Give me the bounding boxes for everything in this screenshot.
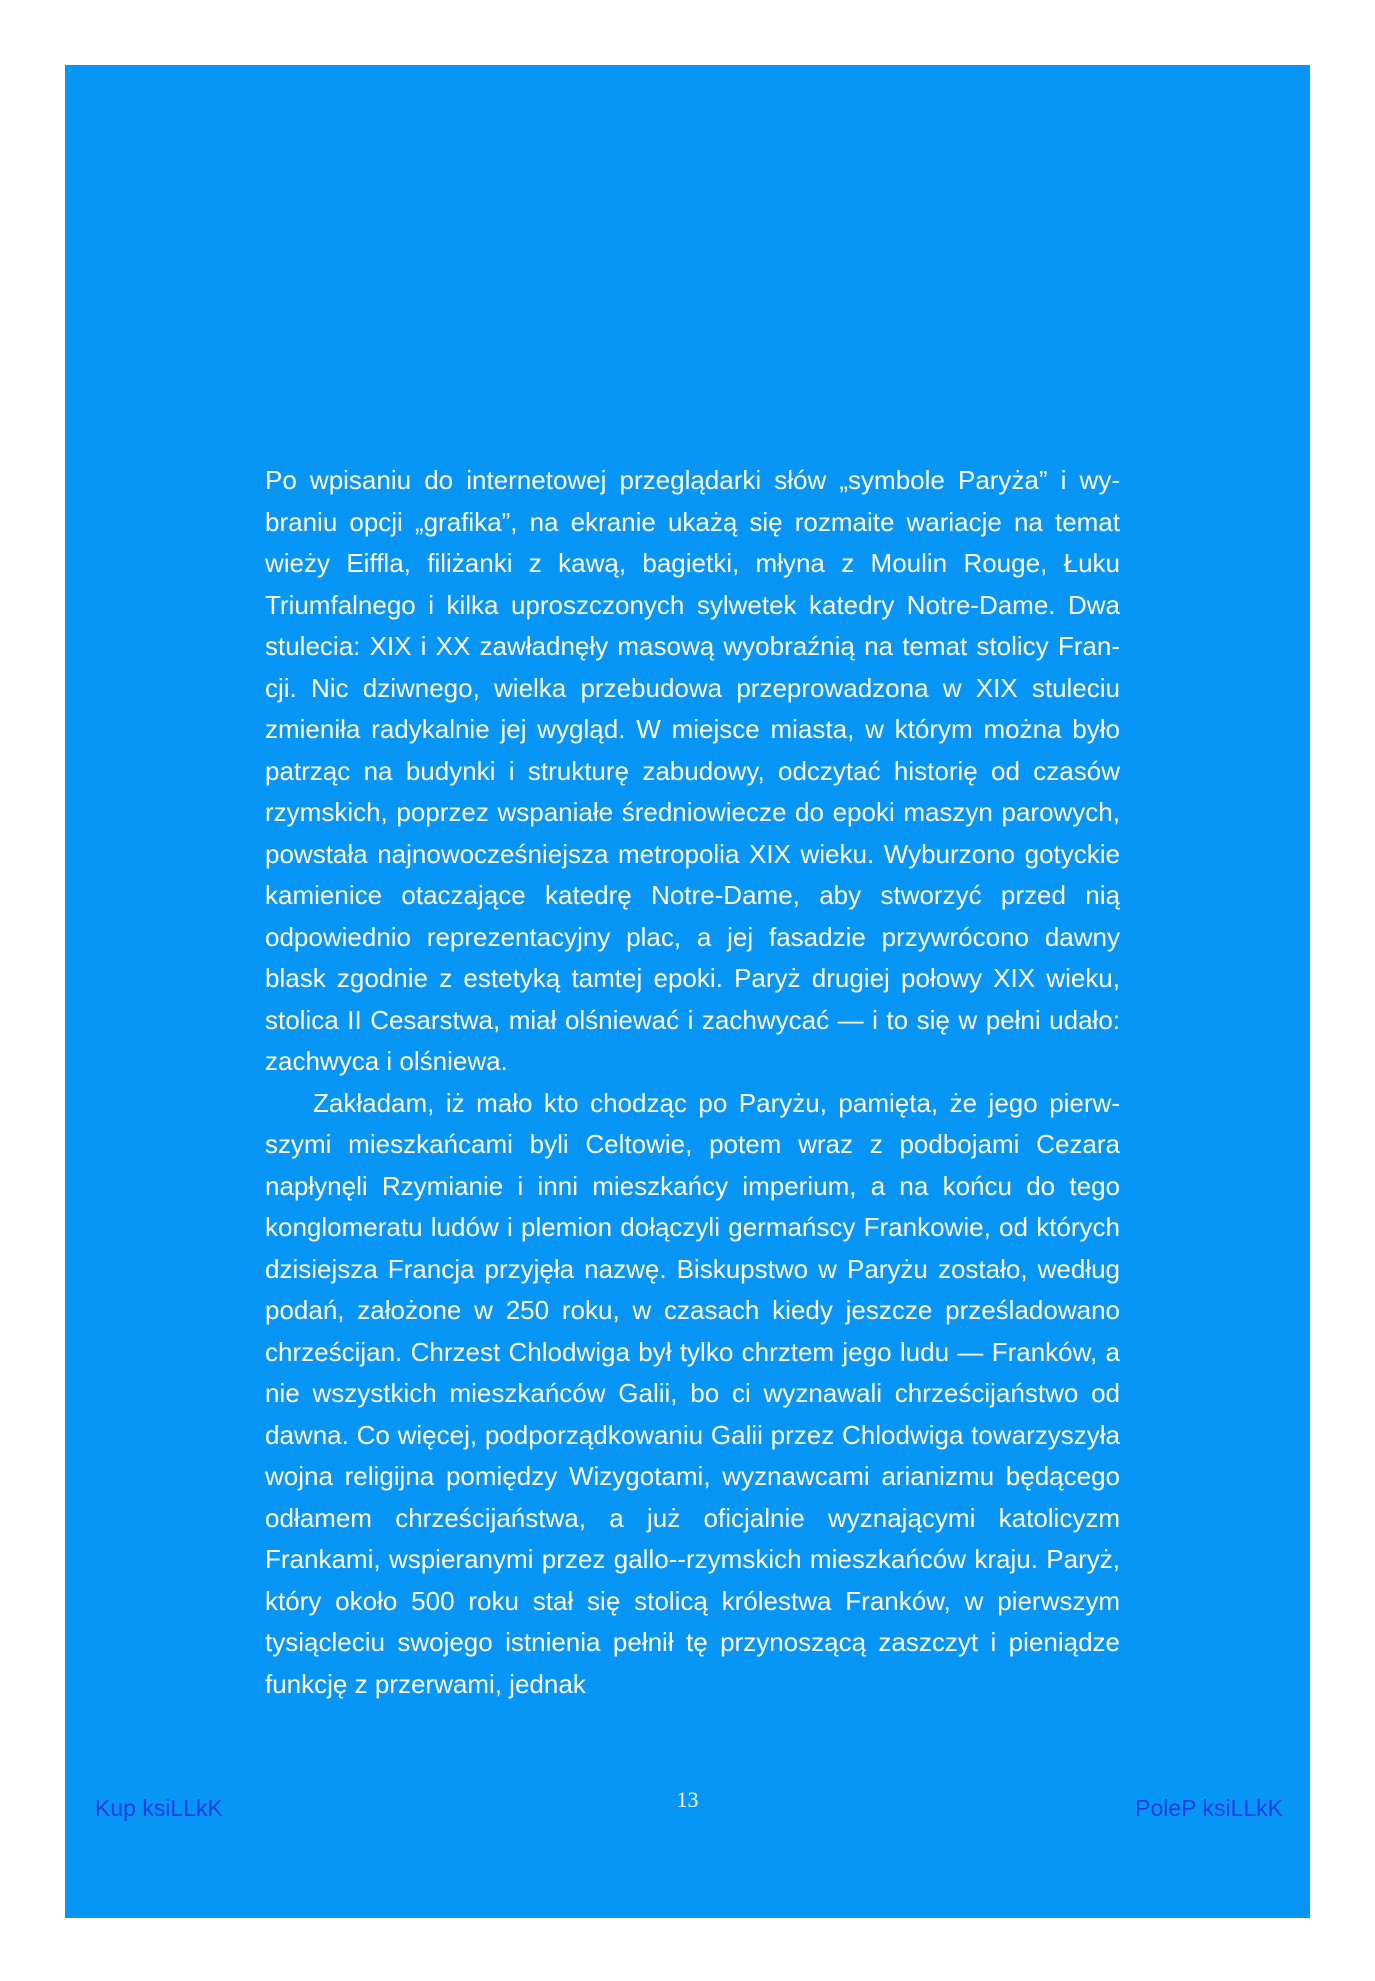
buy-book-link[interactable]: Kup ksiLLkK (95, 1795, 223, 1821)
paragraph-2: Zakładam, iż mało kto chodząc po Paryżu, pamięta, że jego pierwszymi mieszkańcami byli Celtowie, potem wraz z podbojami Cezara napłynęli Rzymianie i inni mieszkańcy imperium, a na końcu do tego konglomeratu ludów i plemion dołączyli germańscy Frankowie, od których dzisiejsza Francja przyjęła nazwę. Biskupstwo w Paryżu zostało, według podań, założone w 250 roku, w czasach kiedy jeszcze prześladowano chrześcijan. Chrzest Chlodwiga był tylko chrztem jego ludu — Franków, a nie wszystkich mieszkańców Galii, bo ci wyznawali chrześcijaństwo od dawna. Co więcej, podporządkowaniu Galii przez Chlodwiga towarzyszyła wojna religijna pomiędzy Wizygotami, wyznawcami arianizmu będącego odłamem chrześcijaństwa, a już oficjalnie wyznającymi katolicyzm Frankami, wspieranymi przez gallo--rzymskich mieszkańców kraju. Paryż, który około 500 roku stał się stolicą królestwa Franków, w pierwszym tysiącleciu swojego istnienia pełnił tę przynoszącą zaszczyt i pieniądze funkcję z przerwami, jednak (265, 1087, 1120, 1699)
paragraph-1: Po wpisaniu do internetowej przeglądarki słów „symbole Paryża” i wybraniu opcji „grafika”, na ekranie ukażą się rozmaite wariacje na temat wieży Eiffla, filiżanki z kawą, bagietki, młyna z Moulin Rouge, Łuku Triumfalnego i kilka uproszczonych sylwetek katedry Notre-Dame. Dwa stulecia: XIX i XX zawładnęły masową wyobraźnią na temat stolicy Francji. Nic dziwnego, wielka przebudowa przeprowadzona w XIX stuleciu zmieniła radykalnie jej wygląd. W miejsce miasta, w którym można było patrząc na budynki i strukturę zabudowy, odczytać historię od czasów rzymskich, poprzez wspaniałe średniowiecze do epoki maszyn parowych, powstała najnowocześniejsza metropolia XIX wieku. Wyburzono gotyckie kamienice otaczające katedrę Notre-Dame, aby stworzyć przed nią odpowiednio reprezentacyjny plac, a jej fasadzie przywrócono dawny blask zgodnie z estetyką tamtej epoki. Paryż drugiej połowy XIX wieku, stolica II Cesarstwa, miał olśniewać i zachwycać — i to się w pełni udało: zachwyca i olśniewa. (265, 465, 1120, 1076)
body-text (265, 460, 1120, 1705)
recommend-book-link[interactable]: PoleP ksiLLkK (1135, 1795, 1283, 1821)
book-page (65, 65, 1310, 1918)
page-number: 13 (676, 1787, 699, 1812)
